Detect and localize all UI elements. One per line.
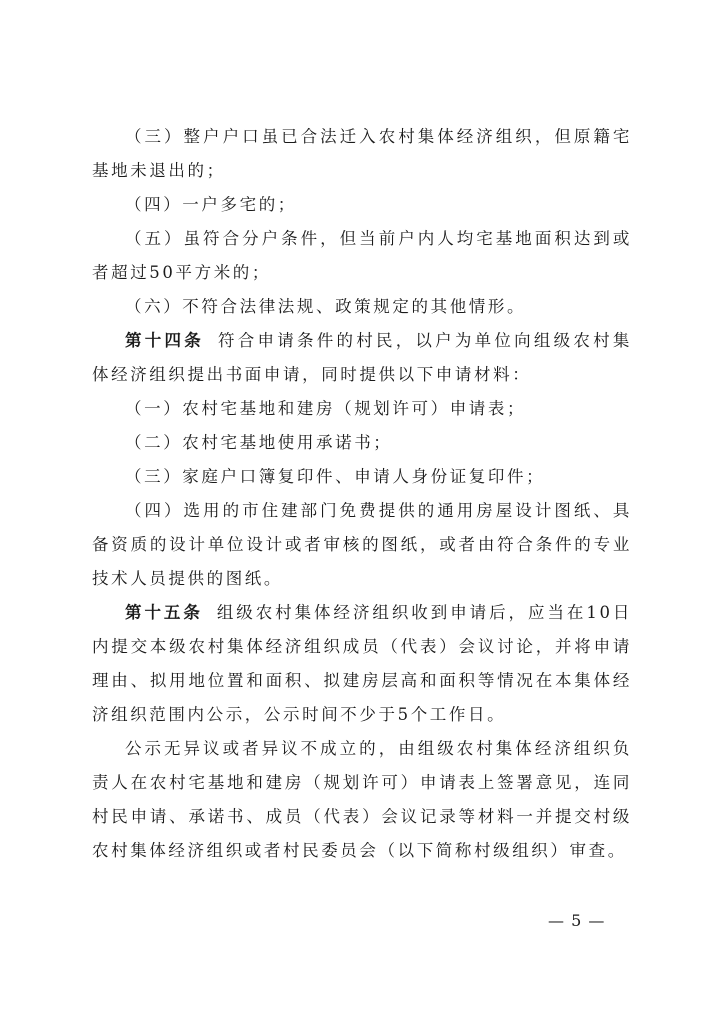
paragraph-item-6: （六）不符合法律法规、政策规定的其他情形。	[125, 297, 527, 316]
article-15-heading: 第十五条	[125, 603, 203, 622]
material-item-2: （二）农村宅基地使用承诺书；	[125, 433, 393, 452]
article-15	[92, 596, 632, 732]
material-item-4: （四）选用的市住建部门免费提供的通用房屋设计图纸、具备资质的设计单位设计或者审核的图纸，或者由符合条件的专业技术人员提供的图纸。	[92, 501, 632, 588]
material-item-3: （三）家庭户口簿复印件、申请人身份证复印件；	[125, 467, 546, 486]
paragraph-item-3: （三）整户户口虽已合法迁入农村集体经济组织，但原籍宅基地未退出的；	[92, 127, 632, 180]
article-14	[92, 324, 632, 392]
paragraph-item-4: （四）一户多宅的；	[125, 195, 297, 214]
article-15-text: 组级农村集体经济组织收到申请后，应当在10日内提交本级农村集体经济组织成员（代表）会议讨论，并将申请理由、拟用地位置和面积、拟建房层高和面积等情况在本集体经济组织范围内公示，公示时间不少于5个工作日。	[92, 603, 633, 724]
article-14-text: 符合申请条件的村民，以户为单位向组级农村集体经济组织提出书面申请，同时提供以下申请材料：	[92, 331, 632, 384]
paragraph-item-5: （五）虽符合分户条件，但当前户内人均宅基地面积达到或者超过50平方米的；	[92, 229, 632, 282]
document-body	[92, 120, 632, 868]
page-number: — 5 —	[548, 911, 606, 930]
article-14-heading: 第十四条	[125, 331, 204, 350]
publicity-paragraph: 公示无异议或者异议不成立的，由组级农村集体经济组织负责人在农村宅基地和建房（规划许可）申请表上签署意见，连同村民申请、承诺书、成员（代表）会议记录等材料一并提交村级农村集体经济组织或者村民委员会（以下简称村级组织）审查。	[92, 739, 632, 860]
material-item-1: （一）农村宅基地和建房（规划许可）申请表；	[125, 399, 527, 418]
